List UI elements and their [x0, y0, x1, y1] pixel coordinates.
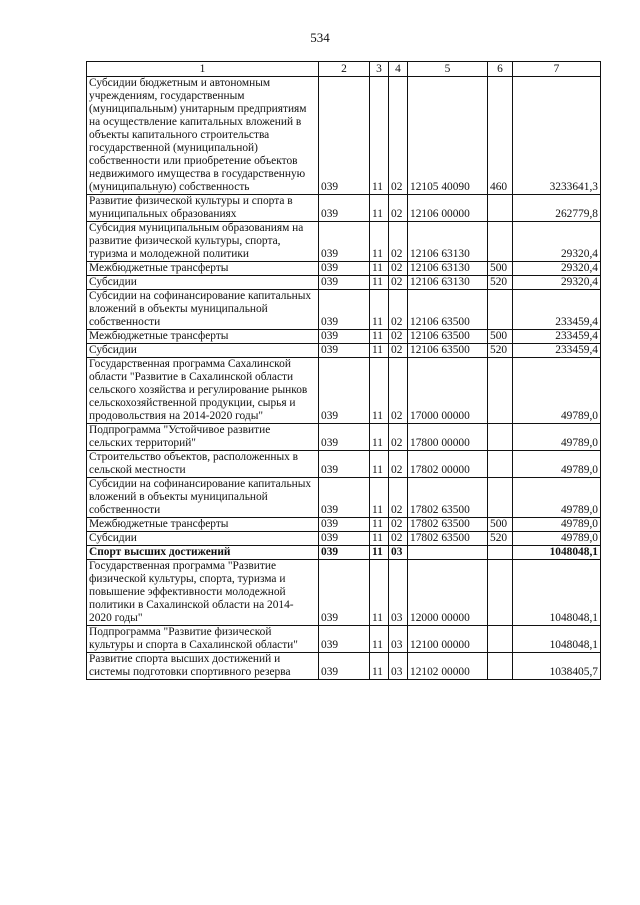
ministry-code-cell: 039 — [319, 77, 370, 195]
target-article-cell: 12000 00000 — [408, 560, 488, 626]
column-header: 3 — [370, 62, 389, 77]
ministry-code-cell: 039 — [319, 222, 370, 262]
ministry-code-cell: 039 — [319, 532, 370, 546]
amount-cell: 29320,4 — [513, 276, 601, 290]
ministry-code-cell: 039 — [319, 344, 370, 358]
amount-cell: 1038405,7 — [513, 653, 601, 680]
table-row — [87, 532, 601, 546]
table-row — [87, 290, 601, 330]
target-article-cell: 17800 00000 — [408, 424, 488, 451]
subsection-code-cell: 02 — [389, 344, 408, 358]
target-article-cell: 12106 63130 — [408, 222, 488, 262]
expense-type-cell — [488, 626, 513, 653]
target-article-cell: 17802 63500 — [408, 518, 488, 532]
expense-type-cell: 500 — [488, 262, 513, 276]
row-name-cell: Межбюджетные трансферты — [87, 518, 319, 532]
amount-cell: 29320,4 — [513, 262, 601, 276]
ministry-code-cell: 039 — [319, 262, 370, 276]
target-article-cell: 12106 00000 — [408, 195, 488, 222]
amount-cell: 233459,4 — [513, 344, 601, 358]
expense-type-cell: 520 — [488, 344, 513, 358]
subsection-code-cell: 02 — [389, 262, 408, 276]
section-code-cell: 11 — [370, 424, 389, 451]
amount-cell: 262779,8 — [513, 195, 601, 222]
row-name-cell: Субсидии бюджетным и автономным учреждениям, государственным (муниципальным) унитарным предприятиям на осуществление капитальных вложений в объекты капитального строительства государственной (муниципальной) собственности или приобретение объектов недвижимого имущества в государственную (муниципальную) собственность — [87, 77, 319, 195]
table-row — [87, 424, 601, 451]
expense-type-cell: 460 — [488, 77, 513, 195]
section-code-cell: 11 — [370, 626, 389, 653]
table-row — [87, 653, 601, 680]
column-header: 6 — [488, 62, 513, 77]
expense-type-cell — [488, 546, 513, 560]
section-code-cell: 11 — [370, 546, 389, 560]
row-name-cell: Подпрограмма "Устойчивое развитие сельских территорий" — [87, 424, 319, 451]
ministry-code-cell: 039 — [319, 546, 370, 560]
ministry-code-cell: 039 — [319, 478, 370, 518]
expense-type-cell — [488, 653, 513, 680]
section-code-cell: 11 — [370, 276, 389, 290]
row-name-cell: Развитие спорта высших достижений и системы подготовки спортивного резерва — [87, 653, 319, 680]
amount-cell: 1048048,1 — [513, 626, 601, 653]
expense-type-cell — [488, 424, 513, 451]
table-row — [87, 77, 601, 195]
target-article-cell — [408, 546, 488, 560]
row-name-cell: Субсидии на софинансирование капитальных вложений в объекты муниципальной собственности — [87, 478, 319, 518]
section-code-cell: 11 — [370, 532, 389, 546]
expense-type-cell — [488, 451, 513, 478]
row-name-cell: Межбюджетные трансферты — [87, 262, 319, 276]
expense-type-cell — [488, 560, 513, 626]
expense-type-cell — [488, 195, 513, 222]
subsection-code-cell: 02 — [389, 518, 408, 532]
target-article-cell: 12106 63500 — [408, 330, 488, 344]
row-name-cell: Подпрограмма "Развитие физической культуры и спорта в Сахалинской области" — [87, 626, 319, 653]
column-header: 5 — [408, 62, 488, 77]
target-article-cell: 12106 63500 — [408, 344, 488, 358]
expense-type-cell — [488, 222, 513, 262]
table-row — [87, 451, 601, 478]
row-name-cell: Государственная программа "Развитие физической культуры, спорта, туризма и повышение эффективности молодежной политики в Сахалинской области на 2014-2020 годы" — [87, 560, 319, 626]
column-header: 7 — [513, 62, 601, 77]
amount-cell: 49789,0 — [513, 424, 601, 451]
ministry-code-cell: 039 — [319, 358, 370, 424]
row-name-cell: Субсидии — [87, 532, 319, 546]
section-code-cell: 11 — [370, 451, 389, 478]
subsection-code-cell: 02 — [389, 478, 408, 518]
target-article-cell: 17802 63500 — [408, 478, 488, 518]
table-row — [87, 262, 601, 276]
section-code-cell: 11 — [370, 290, 389, 330]
amount-cell: 233459,4 — [513, 330, 601, 344]
expense-type-cell — [488, 358, 513, 424]
ministry-code-cell: 039 — [319, 626, 370, 653]
row-name-cell: Субсидии — [87, 344, 319, 358]
section-code-cell: 11 — [370, 478, 389, 518]
subsection-code-cell: 02 — [389, 330, 408, 344]
subsection-code-cell: 02 — [389, 222, 408, 262]
target-article-cell: 12106 63130 — [408, 262, 488, 276]
row-name-cell: Субсидия муниципальным образованиям на развитие физической культуры, спорта, туризма и молодежной политики — [87, 222, 319, 262]
subsection-code-cell: 02 — [389, 195, 408, 222]
table-row — [87, 358, 601, 424]
table-row — [87, 222, 601, 262]
table-body — [87, 77, 601, 680]
section-code-cell: 11 — [370, 358, 389, 424]
target-article-cell: 17000 00000 — [408, 358, 488, 424]
section-code-cell: 11 — [370, 518, 389, 532]
amount-cell: 3233641,3 — [513, 77, 601, 195]
expense-type-cell: 500 — [488, 330, 513, 344]
table-row — [87, 518, 601, 532]
amount-cell: 1048048,1 — [513, 546, 601, 560]
ministry-code-cell: 039 — [319, 195, 370, 222]
row-name-cell: Субсидии — [87, 276, 319, 290]
amount-cell: 49789,0 — [513, 451, 601, 478]
row-name-cell: Межбюджетные трансферты — [87, 330, 319, 344]
section-code-cell: 11 — [370, 560, 389, 626]
target-article-cell: 12106 63130 — [408, 276, 488, 290]
amount-cell: 49789,0 — [513, 478, 601, 518]
ministry-code-cell: 039 — [319, 518, 370, 532]
subsection-code-cell: 02 — [389, 424, 408, 451]
row-name-cell: Строительство объектов, расположенных в сельской местности — [87, 451, 319, 478]
amount-cell: 49789,0 — [513, 518, 601, 532]
ministry-code-cell: 039 — [319, 276, 370, 290]
row-name-cell: Спорт высших достижений — [87, 546, 319, 560]
target-article-cell: 12100 00000 — [408, 626, 488, 653]
subsection-code-cell: 02 — [389, 358, 408, 424]
ministry-code-cell: 039 — [319, 330, 370, 344]
target-article-cell: 17802 63500 — [408, 532, 488, 546]
table-row — [87, 344, 601, 358]
ministry-code-cell: 039 — [319, 451, 370, 478]
section-code-cell: 11 — [370, 222, 389, 262]
subsection-code-cell: 03 — [389, 560, 408, 626]
section-code-cell: 11 — [370, 344, 389, 358]
amount-cell: 49789,0 — [513, 358, 601, 424]
table-row — [87, 478, 601, 518]
section-code-cell: 11 — [370, 195, 389, 222]
subsection-code-cell: 02 — [389, 276, 408, 290]
table-row — [87, 330, 601, 344]
expense-type-cell: 520 — [488, 276, 513, 290]
section-code-cell: 11 — [370, 653, 389, 680]
page-number: 534 — [310, 30, 330, 45]
section-code-cell: 11 — [370, 330, 389, 344]
table-row — [87, 560, 601, 626]
table-row — [87, 276, 601, 290]
expense-type-cell — [488, 290, 513, 330]
amount-cell: 233459,4 — [513, 290, 601, 330]
target-article-cell: 17802 00000 — [408, 451, 488, 478]
row-name-cell: Государственная программа Сахалинской области "Развитие в Сахалинской области сельского хозяйства и регулирование рынков сельскохозяйственной продукции, сырья и продовольствия на 2014-2020 годы" — [87, 358, 319, 424]
ministry-code-cell: 039 — [319, 290, 370, 330]
subsection-code-cell: 02 — [389, 532, 408, 546]
expense-type-cell: 520 — [488, 532, 513, 546]
table-row — [87, 626, 601, 653]
subsection-code-cell: 02 — [389, 451, 408, 478]
ministry-code-cell: 039 — [319, 424, 370, 451]
amount-cell: 29320,4 — [513, 222, 601, 262]
row-name-cell: Субсидии на софинансирование капитальных вложений в объекты муниципальной собственности — [87, 290, 319, 330]
expense-type-cell: 500 — [488, 518, 513, 532]
row-name-cell: Развитие физической культуры и спорта в муниципальных образованиях — [87, 195, 319, 222]
subsection-code-cell: 03 — [389, 546, 408, 560]
section-code-cell: 11 — [370, 77, 389, 195]
section-code-cell: 11 — [370, 262, 389, 276]
target-article-cell: 12105 40090 — [408, 77, 488, 195]
subsection-code-cell: 02 — [389, 77, 408, 195]
target-article-cell: 12106 63500 — [408, 290, 488, 330]
subsection-code-cell: 02 — [389, 290, 408, 330]
column-header: 1 — [87, 62, 319, 77]
amount-cell: 1048048,1 — [513, 560, 601, 626]
table-row — [87, 546, 601, 560]
table-header-row — [87, 62, 601, 77]
amount-cell: 49789,0 — [513, 532, 601, 546]
target-article-cell: 12102 00000 — [408, 653, 488, 680]
budget-table — [86, 61, 601, 680]
ministry-code-cell: 039 — [319, 653, 370, 680]
table-row — [87, 195, 601, 222]
subsection-code-cell: 03 — [389, 653, 408, 680]
column-header: 4 — [389, 62, 408, 77]
expense-type-cell — [488, 478, 513, 518]
column-header: 2 — [319, 62, 370, 77]
subsection-code-cell: 03 — [389, 626, 408, 653]
ministry-code-cell: 039 — [319, 560, 370, 626]
